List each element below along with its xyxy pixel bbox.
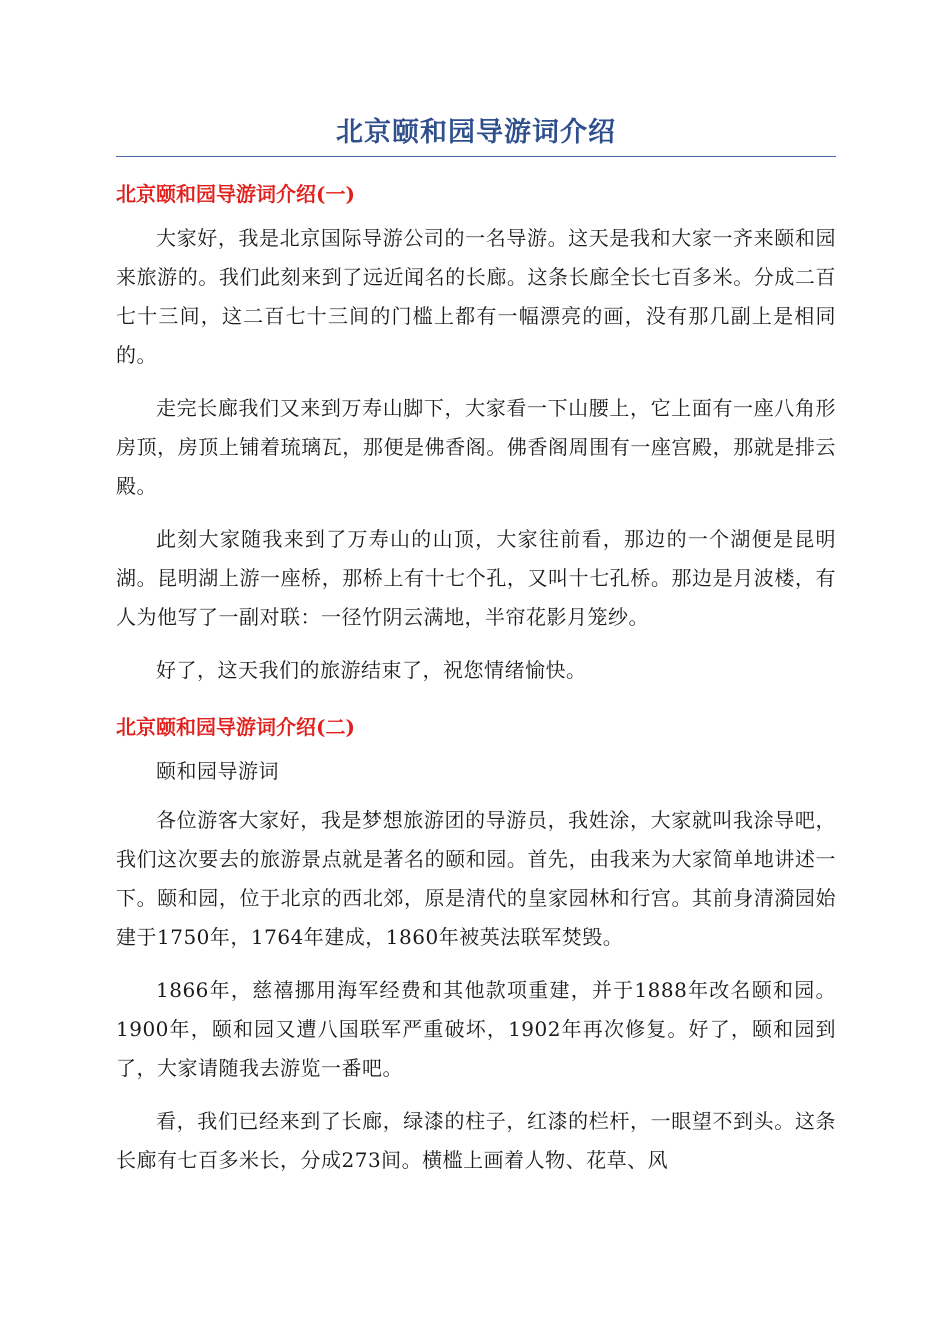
paragraph: 大家好，我是北京国际导游公司的一名导游。这天是我和大家一齐来颐和园来旅游的。我们此刻来到了远近闻名的长廊。这条长廊全长七百多米。分成二百七十三间，这二百七十三间的门槛上都有一幅漂亮的画，没有那几副上是相同的。 [116,226,836,367]
paragraph: 各位游客大家好，我是梦想旅游团的导游员，我姓涂，大家就叫我涂导吧，我们这次要去的旅游景点就是著名的颐和园。首先，由我来为大家简单地讲述一下。颐和园，位于北京的西北郊，原是清代的皇家园林和行宫。其前身清漪园始建于1750年，1764年建成，1860年被英法联军焚毁。 [116,808,836,949]
document-title: 北京颐和园导游词介绍 [116,110,836,157]
document-page [116,110,836,1194]
paragraph: 看，我们已经来到了长廊，绿漆的柱子，红漆的栏杆，一眼望不到头。这条长廊有七百多米长，分成273间。横槛上画着人物、花草、风 [116,1109,836,1172]
paragraph: 好了，这天我们的旅游结束了，祝您情绪愉快。 [156,658,587,682]
paragraph: 1866年，慈禧挪用海军经费和其他款项重建，并于1888年改名颐和园。1900年，颐和园又遭八国联军严重破坏，1902年再次修复。好了，颐和园到了，大家请随我去游览一番吧。 [116,978,836,1080]
section-2 [116,712,836,1180]
section-heading: 北京颐和园导游词介绍(二) [116,715,355,739]
section-heading: 北京颐和园导游词介绍(一) [116,182,355,206]
paragraph: 此刻大家随我来到了万寿山的山顶，大家往前看，那边的一个湖便是昆明湖。昆明湖上游一座桥，那桥上有十七个孔，又叫十七孔桥。那边是月波楼，有人为他写了一副对联：一径竹阴云满地，半帘花影月笼纱。 [116,527,836,629]
paragraph: 走完长廊我们又来到万寿山脚下，大家看一下山腰上，它上面有一座八角形房顶，房顶上铺着琉璃瓦，那便是佛香阁。佛香阁周围有一座宫殿，那就是排云殿。 [116,396,836,498]
section-1 [116,179,836,690]
paragraph: 颐和园导游词 [156,759,279,783]
